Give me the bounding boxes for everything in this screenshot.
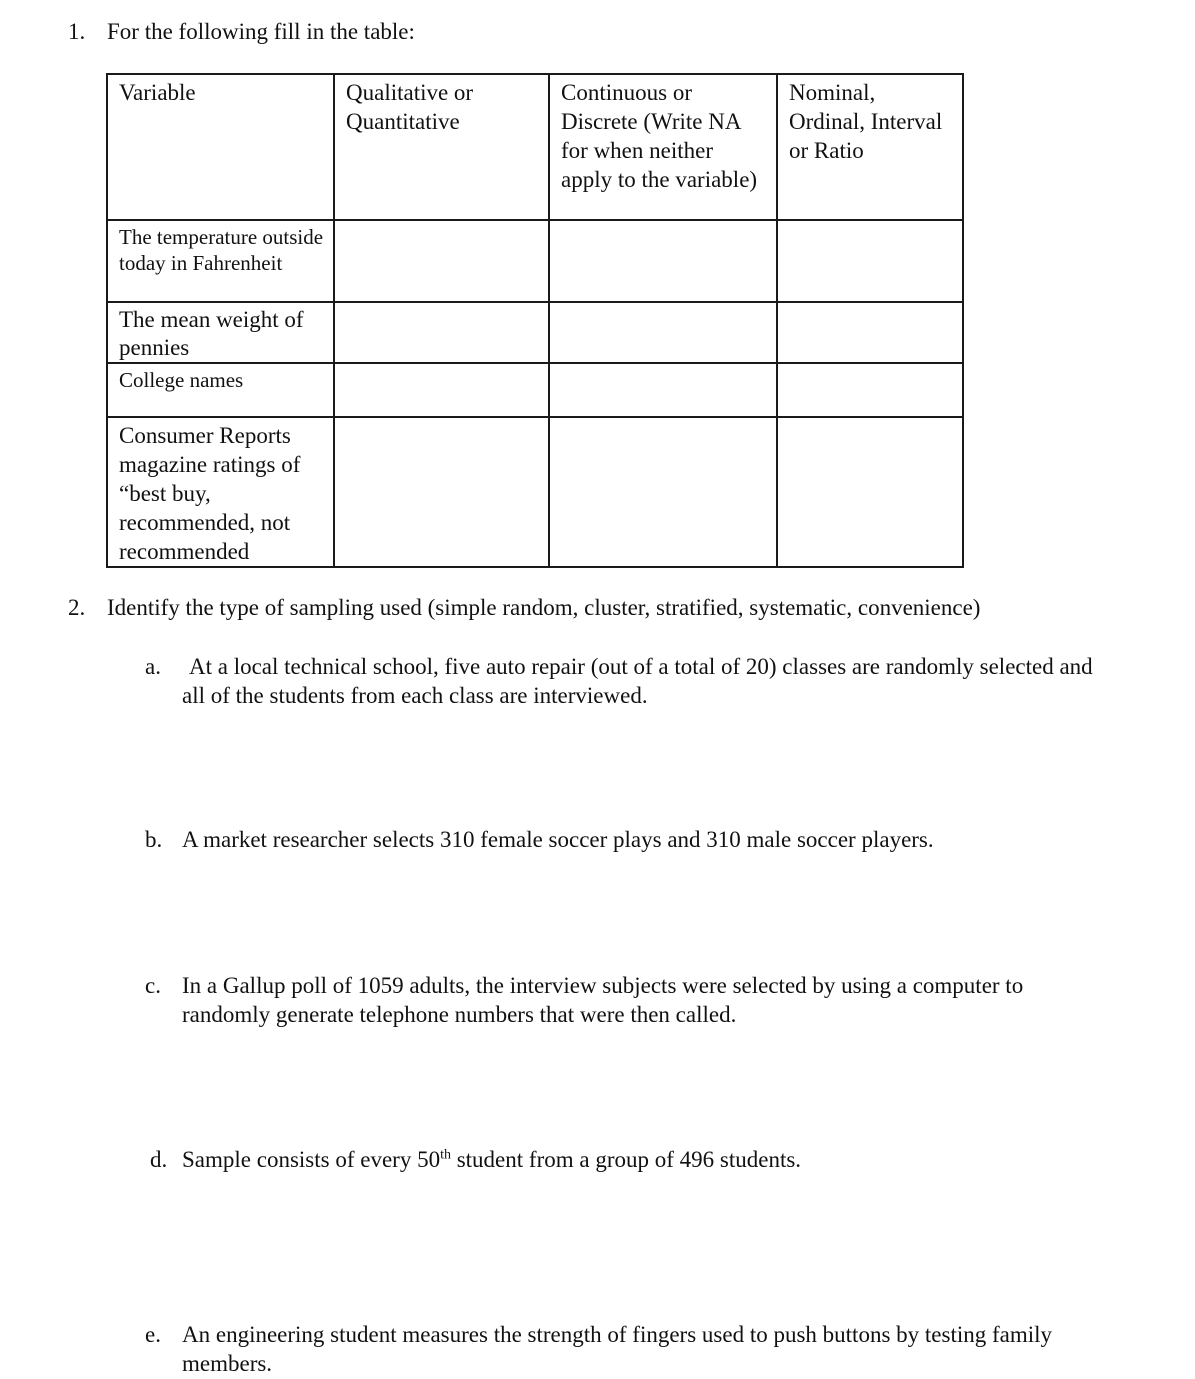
answer-cell[interactable] xyxy=(549,302,777,363)
header-variable: Variable xyxy=(107,74,334,220)
item-c-text: In a Gallup poll of 1059 adults, the interview subjects were selected by using a computer to randomly generate telephone numbers that were then called. xyxy=(182,973,1024,1027)
answer-cell[interactable] xyxy=(549,417,777,567)
item-d-text xyxy=(182,1145,1102,1174)
question-2-number: 2. xyxy=(68,595,86,620)
item-c-letter: c. xyxy=(145,973,161,998)
answer-cell[interactable] xyxy=(549,363,777,417)
item-a-text: At a local technical school, five auto repair (out of a total of 20) classes are randomly selected and all of the students from each class are interviewed. xyxy=(182,654,1093,708)
variable-classification-table xyxy=(106,73,964,568)
table-row xyxy=(107,220,963,302)
row-variable-consumer-reports: Consumer Reports magazine ratings of “best buy, recommended, not recommended xyxy=(107,417,334,567)
answer-cell[interactable] xyxy=(777,417,963,567)
question-1-prompt: For the following fill in the table: xyxy=(107,19,415,44)
item-e-text: An engineering student measures the strength of fingers used to push buttons by testing family members. xyxy=(182,1322,1053,1376)
item-d-superscript: th xyxy=(440,1147,451,1163)
answer-cell[interactable] xyxy=(777,220,963,302)
item-e-letter: e. xyxy=(145,1322,161,1347)
answer-cell[interactable] xyxy=(334,363,549,417)
table-row xyxy=(107,302,963,363)
answer-cell[interactable] xyxy=(777,302,963,363)
answer-cell[interactable] xyxy=(334,417,549,567)
answer-cell[interactable] xyxy=(334,302,549,363)
header-continuous-discrete: Continuous or Discrete (Write NA for when neither apply to the variable) xyxy=(549,74,777,220)
item-b-letter: b. xyxy=(145,827,163,852)
item-b-text: A market researcher selects 310 female soccer plays and 310 male soccer players. xyxy=(182,827,934,852)
row-variable-college-names: College names xyxy=(107,363,334,417)
question-1-number: 1. xyxy=(68,19,86,44)
table-row xyxy=(107,363,963,417)
row-variable-temperature: The temperature outside today in Fahrenheit xyxy=(107,220,334,302)
item-a-letter: a. xyxy=(145,654,161,679)
table-header-row xyxy=(107,74,963,220)
item-d-text-after: student from a group of 496 students. xyxy=(450,1147,802,1172)
row-variable-pennies: The mean weight of pennies xyxy=(107,302,334,363)
answer-cell[interactable] xyxy=(777,363,963,417)
answer-cell[interactable] xyxy=(549,220,777,302)
item-d-letter: d. xyxy=(150,1147,168,1172)
item-d-text-before: Sample consists of every 50 xyxy=(182,1147,441,1172)
header-qualitative-quantitative: Qualitative or Quantitative xyxy=(334,74,549,220)
table-row xyxy=(107,417,963,567)
question-2-prompt: Identify the type of sampling used (simple random, cluster, stratified, systematic, convenience) xyxy=(107,595,981,620)
header-measurement-level: Nominal, Ordinal, Interval or Ratio xyxy=(777,74,963,220)
answer-cell[interactable] xyxy=(334,220,549,302)
